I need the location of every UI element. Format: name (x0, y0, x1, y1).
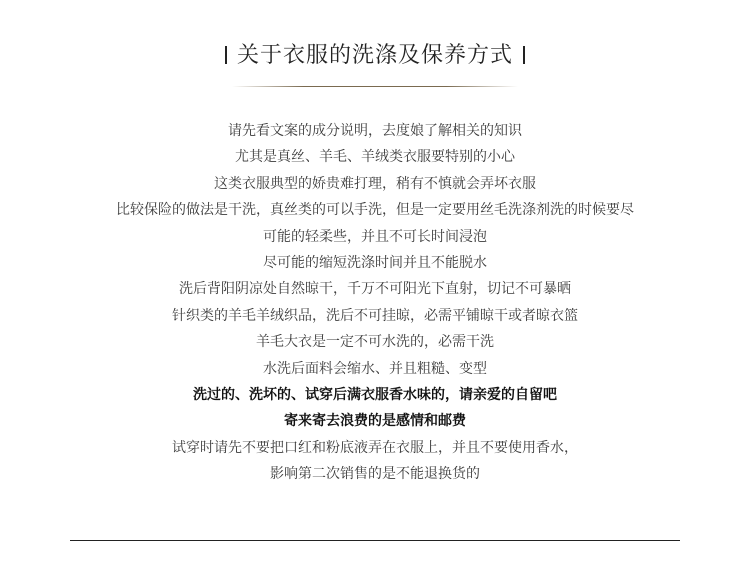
instruction-line: 针织类的羊毛羊绒织品，洗后不可挂晾，必需平铺晾干或者晾衣篮 (172, 307, 578, 324)
title-text: 关于衣服的洗涤及保养方式 (236, 43, 513, 68)
instruction-line: 这类衣服典型的娇贵难打理，稍有不慎就会弄坏衣服 (214, 175, 536, 192)
instruction-line: 羊毛大衣是一定不可水洗的，必需干洗 (256, 334, 494, 351)
instruction-line: 洗过的、洗坏的、试穿后满衣服香水味的，请亲爱的自留吧 (193, 386, 557, 403)
instruction-line: 试穿时请先不要把口红和粉底液弄在衣服上，并且不要使用香水， (172, 439, 578, 456)
instruction-line: 比较保险的做法是干洗，真丝类的可以手洗，但是一定要用丝毛洗涤剂洗的时候要尽 (116, 202, 634, 219)
instruction-line: 洗后背阳阴凉处自然晾干，千万不可阳光下直射，切记不可暴晒 (179, 281, 571, 298)
instruction-line: 尤其是真丝、羊毛、羊绒类衣服要特别的小心 (235, 149, 515, 166)
title-right-bar (523, 46, 525, 64)
care-instructions (0, 118, 750, 487)
instruction-line: 寄来寄去浪费的是感情和邮费 (284, 413, 466, 430)
instruction-line: 水洗后面料会缩水、并且粗糙、变型 (263, 360, 487, 377)
title-left-bar (225, 46, 227, 64)
instruction-line: 可能的轻柔些，并且不可长时间浸泡 (263, 228, 487, 245)
instruction-line: 尽可能的缩短洗涤时间并且不能脱水 (263, 254, 487, 271)
instruction-line: 请先看文案的成分说明，去度娘了解相关的知识 (228, 123, 522, 139)
instruction-line: 影响第二次销售的是不能退换货的 (270, 466, 480, 483)
page-title (0, 40, 750, 72)
title-underline (232, 86, 518, 87)
bottom-divider (70, 540, 680, 541)
